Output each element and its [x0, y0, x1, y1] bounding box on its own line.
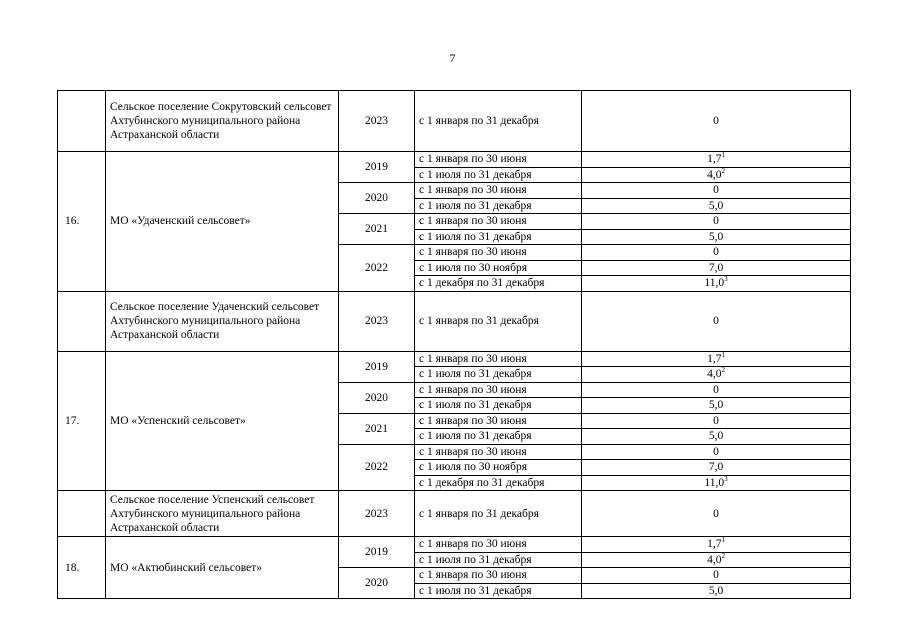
value-cell: $4,0^2$ — [582, 167, 851, 183]
period-cell: с 1 января по 30 июня — [415, 537, 582, 553]
period-cell: с 1 января по 30 июня — [415, 214, 582, 230]
year-cell: 2023 — [339, 491, 415, 537]
tariff-table — [57, 90, 851, 599]
value-cell: 0 — [582, 568, 851, 584]
period-cell: с 1 января по 30 июня — [415, 444, 582, 460]
value-cell: 11,0$^3$ — [582, 475, 851, 491]
value-cell: 0 — [582, 214, 851, 230]
table-row — [58, 537, 851, 553]
municipality-name: МО «Удаченский сельсовет» — [106, 152, 339, 292]
row-number-cell — [58, 491, 106, 537]
row-number: 17. — [58, 351, 106, 491]
period-cell: с 1 июля по 31 декабря — [415, 552, 582, 568]
period-cell: с 1 июля по 31 декабря — [415, 583, 582, 599]
value-cell: 0 — [582, 183, 851, 199]
row-number-cell — [58, 91, 106, 152]
period-cell: с 1 января по 31 декабря — [415, 491, 582, 537]
value-cell: 0 — [582, 382, 851, 398]
period-cell: с 1 декабря по 31 декабря — [415, 475, 582, 491]
footnote-mark: 3 — [724, 275, 728, 284]
year-cell: 2022 — [339, 245, 415, 292]
value-cell: 5,0 — [582, 429, 851, 445]
value-cell: 7,0 — [582, 460, 851, 476]
value-cell: 0 — [582, 491, 851, 537]
settlement-name: Сельское поселение Удаченский сельсовет Ахтубинского муниципального района Астраханской области — [106, 291, 339, 351]
period-cell: с 1 января по 31 декабря — [415, 91, 582, 152]
period-cell: с 1 января по 31 декабря — [415, 291, 582, 351]
year-cell: 2019 — [339, 537, 415, 568]
year-cell: 2022 — [339, 444, 415, 491]
period-cell: с 1 июля по 30 ноября — [415, 260, 582, 276]
row-number: 16. — [58, 152, 106, 292]
table-row — [58, 491, 851, 537]
period-cell: с 1 июля по 31 декабря — [415, 229, 582, 245]
value-cell: 0 — [582, 444, 851, 460]
value-cell: 5,0 — [582, 198, 851, 214]
year-cell: 2019 — [339, 351, 415, 382]
table-row — [58, 152, 851, 168]
settlement-name: Сельское поселение Сокрутовский сельсовет Ахтубинского муниципального района Астраханской области — [106, 91, 339, 152]
year-cell: 2021 — [339, 413, 415, 444]
footnote-mark: 3 — [724, 474, 728, 483]
period-cell: с 1 января по 30 июня — [415, 568, 582, 584]
footnote-mark: 2 — [721, 166, 725, 175]
value-cell: $1,7^1$ — [582, 351, 851, 367]
table-row — [58, 91, 851, 152]
footnote-mark: 2 — [721, 551, 725, 560]
period-cell: с 1 июля по 31 декабря — [415, 198, 582, 214]
year-cell: 2023 — [339, 291, 415, 351]
period-cell: с 1 декабря по 31 декабря — [415, 276, 582, 292]
year-cell: 2023 — [339, 91, 415, 152]
period-cell: с 1 июля по 30 ноября — [415, 460, 582, 476]
row-number: 18. — [58, 537, 106, 599]
year-cell: 2021 — [339, 214, 415, 245]
period-cell: с 1 января по 30 июня — [415, 183, 582, 199]
settlement-name: Сельское поселение Успенский сельсовет Ахтубинского муниципального района Астраханской области — [106, 491, 339, 537]
table-row — [58, 351, 851, 367]
period-cell: с 1 января по 30 июня — [415, 245, 582, 261]
row-number-cell — [58, 291, 106, 351]
footnote-mark: 1 — [721, 536, 725, 545]
footnote-mark: 1 — [721, 151, 725, 160]
year-cell: 2019 — [339, 152, 415, 183]
value-cell: 5,0 — [582, 229, 851, 245]
year-cell: 2020 — [339, 568, 415, 599]
period-cell: с 1 января по 30 июня — [415, 351, 582, 367]
period-cell: с 1 июля по 31 декабря — [415, 398, 582, 414]
footnote-mark: 1 — [721, 350, 725, 359]
value-cell: 0 — [582, 413, 851, 429]
value-cell: $4,0^2$ — [582, 552, 851, 568]
period-cell: с 1 июля по 31 декабря — [415, 367, 582, 383]
value-cell: 0 — [582, 91, 851, 152]
footnote-mark: 2 — [721, 366, 725, 375]
value-cell: 5,0 — [582, 583, 851, 599]
period-cell: с 1 января по 30 июня — [415, 413, 582, 429]
municipality-name: МО «Успенский сельсовет» — [106, 351, 339, 491]
value-cell: $4,0^2$ — [582, 367, 851, 383]
value-cell: $1,7^1$ — [582, 537, 851, 553]
period-cell: с 1 января по 30 июня — [415, 382, 582, 398]
period-cell: с 1 июля по 31 декабря — [415, 429, 582, 445]
period-cell: с 1 января по 30 июня — [415, 152, 582, 168]
value-cell: $1,7^1$ — [582, 152, 851, 168]
municipality-name: МО «Актюбинский сельсовет» — [106, 537, 339, 599]
value-cell: 7,0 — [582, 260, 851, 276]
value-cell: 5,0 — [582, 398, 851, 414]
page-number: 7 — [449, 51, 456, 65]
value-cell: 0 — [582, 291, 851, 351]
year-cell: 2020 — [339, 183, 415, 214]
value-cell: 0 — [582, 245, 851, 261]
table-row — [58, 291, 851, 351]
value-cell: 11,0$^3$ — [582, 276, 851, 292]
year-cell: 2020 — [339, 382, 415, 413]
period-cell: с 1 июля по 31 декабря — [415, 167, 582, 183]
